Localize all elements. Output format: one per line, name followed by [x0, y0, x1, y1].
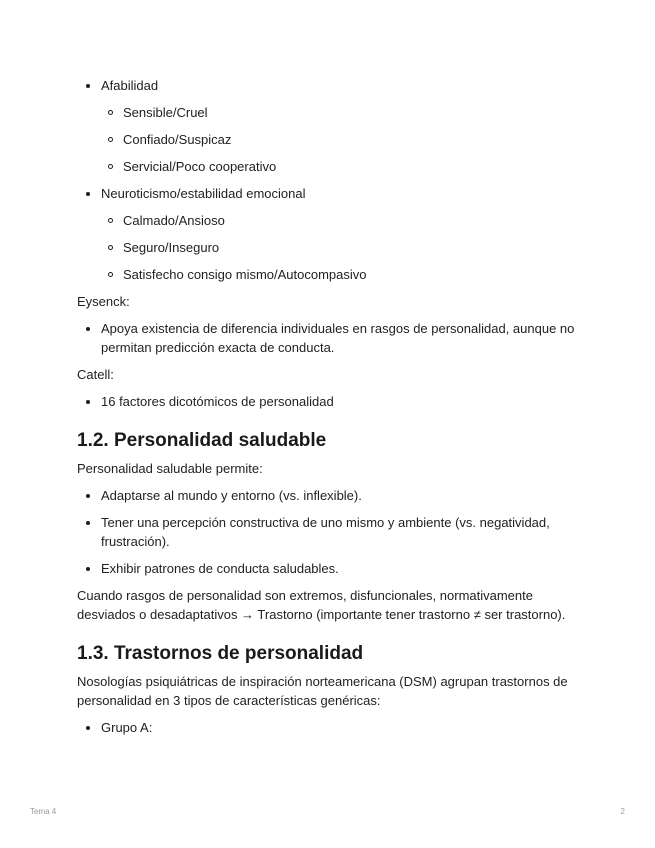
circle-bullet-icon — [108, 218, 113, 223]
list-item-label: Exhibir patrones de conducta saludables. — [101, 561, 339, 576]
sublist-item — [101, 130, 587, 149]
section-heading-1-3: 1.3. Trastornos de personalidad — [77, 643, 364, 664]
list-item-label: 16 factores dicotómicos de personalidad — [101, 394, 334, 409]
bullet-icon — [86, 84, 90, 88]
sublist-item — [101, 238, 587, 257]
list-item-label: Neuroticismo/estabilidad emocional — [101, 186, 306, 201]
section-1-3-list — [77, 718, 587, 737]
list-item — [77, 718, 587, 737]
list-item-label: Apoya existencia de diferencia individuales en rasgos de personalidad, aunque no permitan predicción exacta de conducta. — [101, 321, 575, 355]
eysenck-label: Eysenck: — [77, 294, 130, 309]
afabilidad-sublist — [101, 103, 587, 176]
circle-bullet-icon — [108, 164, 113, 169]
sublist-item-label: Confiado/Suspicaz — [123, 132, 232, 147]
list-item-afabilidad — [77, 76, 587, 176]
bullet-icon — [86, 521, 90, 525]
list-item-neuroticismo — [77, 184, 587, 284]
bullet-icon — [86, 327, 90, 331]
list-item-label: Adaptarse al mundo y entorno (vs. inflexible). — [101, 488, 362, 503]
list-item-label: Afabilidad — [101, 78, 159, 93]
bullet-icon — [86, 400, 90, 404]
catell-label: Catell: — [77, 367, 114, 382]
neuroticismo-sublist — [101, 211, 587, 284]
sublist-item-label: Seguro/Inseguro — [123, 240, 220, 255]
sublist-item — [101, 157, 587, 176]
list-item — [77, 319, 587, 357]
sublist-item-label: Servicial/Poco cooperativo — [123, 159, 277, 174]
list-item — [77, 559, 587, 578]
list-item — [77, 392, 587, 411]
list-item-label: Grupo A: — [101, 720, 153, 735]
traits-list — [77, 76, 587, 284]
bullet-icon — [86, 192, 90, 196]
sublist-item-label: Sensible/Cruel — [123, 105, 208, 120]
footer-page-number: 2 — [620, 807, 625, 816]
document-page — [77, 76, 587, 745]
sublist-item — [101, 265, 587, 284]
sublist-item — [101, 103, 587, 122]
catell-list — [77, 392, 587, 411]
bullet-icon — [86, 494, 90, 498]
list-item — [77, 486, 587, 505]
bullet-icon — [86, 567, 90, 571]
sublist-item-label: Satisfecho consigo mismo/Autocompasivo — [123, 267, 367, 282]
section-1-2-closing: Cuando rasgos de personalidad son extremos, disfuncionales, normativamente desviados o desadaptativos → Trastorno (importante tener trastorno ≠ ser trastorno). — [77, 588, 566, 622]
section-heading-1-2: 1.2. Personalidad saludable — [77, 430, 327, 451]
bullet-icon — [86, 726, 90, 730]
list-item-label: Tener una percepción constructiva de uno mismo y ambiente (vs. negatividad, frustración). — [101, 515, 550, 549]
section-1-2-intro: Personalidad saludable permite: — [77, 461, 263, 476]
sublist-item-label: Calmado/Ansioso — [123, 213, 225, 228]
section-1-3-intro: Nosologías psiquiátricas de inspiración norteamericana (DSM) agrupan trastornos de personalidad en 3 tipos de características genéricas: — [77, 674, 568, 708]
sublist-item — [101, 211, 587, 230]
list-item — [77, 513, 587, 551]
eysenck-list — [77, 319, 587, 357]
circle-bullet-icon — [108, 245, 113, 250]
circle-bullet-icon — [108, 110, 113, 115]
circle-bullet-icon — [108, 137, 113, 142]
circle-bullet-icon — [108, 272, 113, 277]
section-1-2-list — [77, 486, 587, 578]
footer-chapter-label: Tema 4 — [30, 807, 57, 816]
